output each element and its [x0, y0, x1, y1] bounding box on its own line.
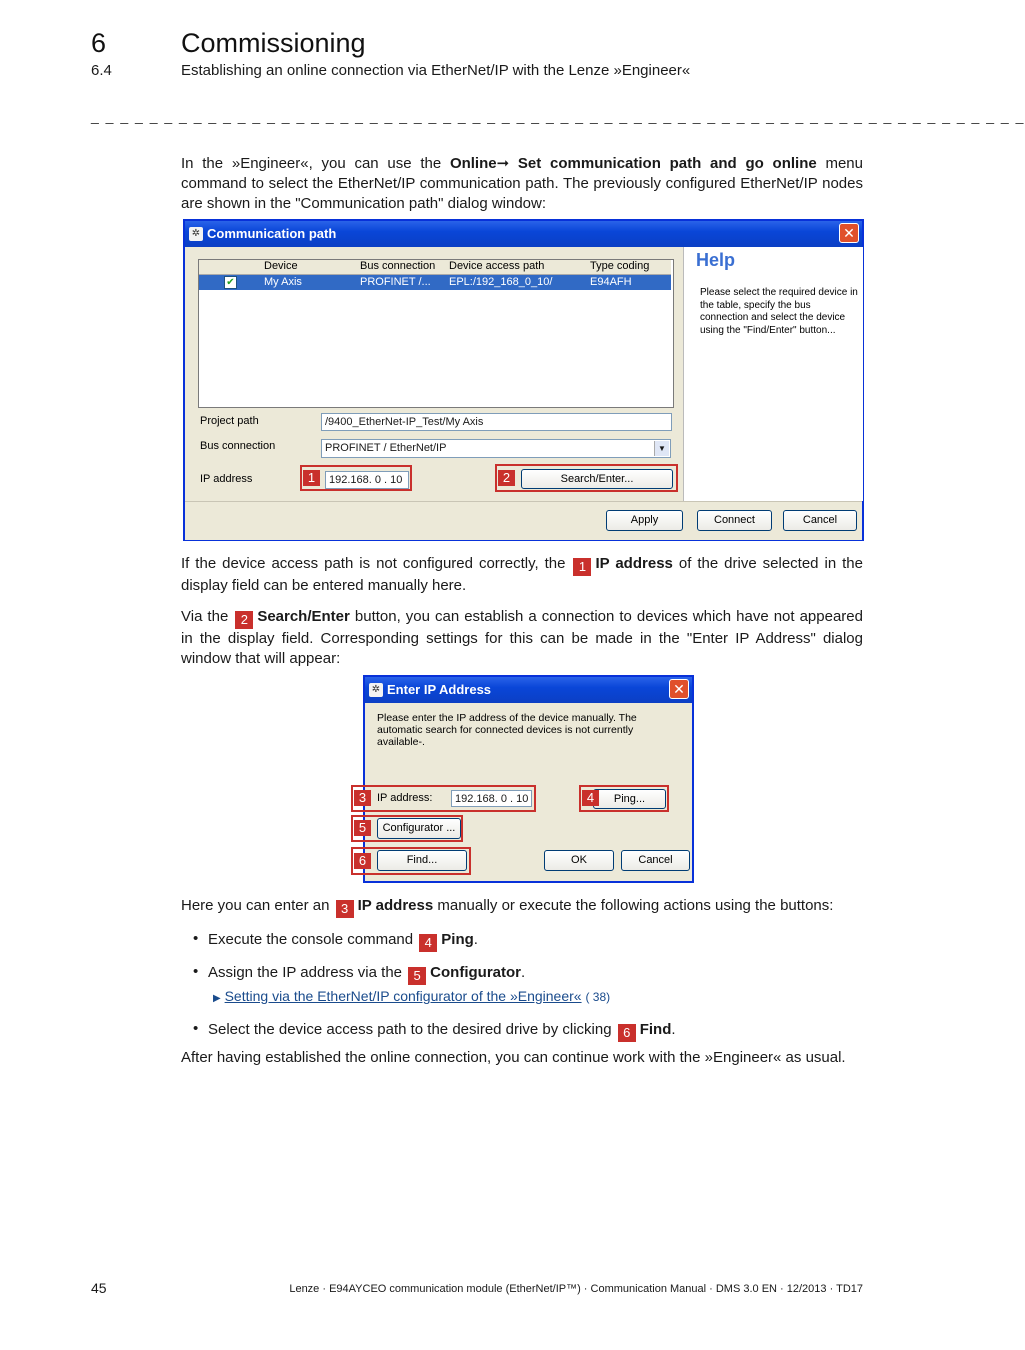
para4-bold: IP address	[357, 897, 434, 914]
callout-badge-5: 5	[408, 967, 426, 985]
callout-tag-6: 6	[354, 853, 371, 869]
para4-text: Here you can enter an	[181, 897, 334, 914]
ip-dialog-ip-label: IP address:	[377, 792, 433, 804]
bullet-configurator	[208, 963, 525, 985]
row-bus: PROFINET /...	[360, 276, 431, 288]
ip-dialog-message: Please enter the IP address of the device manually. The automatic search for connected devices is not currently available-.	[377, 712, 637, 748]
checkbox-checked-icon[interactable]: ✔	[224, 276, 237, 289]
col-device[interactable]: Device	[264, 260, 298, 272]
callout-tag-4: 4	[582, 790, 599, 806]
callout-tag-2: 2	[498, 470, 515, 486]
arrow-right-icon: ▶	[213, 993, 221, 1004]
page-number: 45	[91, 1280, 107, 1296]
help-title: Help	[696, 250, 736, 270]
callout-box-2	[495, 464, 678, 492]
ok-button[interactable]: OK	[544, 850, 614, 871]
actions-paragraph	[181, 896, 863, 918]
table-header	[199, 260, 671, 275]
configurator-link-line	[213, 988, 610, 1004]
dialog-footer	[185, 501, 862, 540]
chevron-down-icon[interactable]: ▼	[654, 441, 669, 456]
bullet-dot: •	[193, 963, 199, 980]
callout-badge-4: 4	[419, 934, 437, 952]
ip-address-field[interactable]: 192.168. 0 . 10	[325, 471, 409, 489]
row-access-path: EPL:/192_168_0_10/	[449, 276, 553, 288]
callout-badge-6: 6	[618, 1024, 636, 1042]
app-icon: ✲	[189, 227, 203, 241]
project-path-field[interactable]: /9400_EtherNet-IP_Test/My Axis	[321, 413, 672, 431]
dialog-titlebar	[185, 221, 862, 247]
intro-paragraph	[181, 154, 863, 214]
bullet-find	[208, 1020, 676, 1042]
communication-path-dialog	[183, 219, 864, 541]
para4-text-end: manually or execute the following actions using the buttons:	[433, 897, 834, 914]
ip-dialog-title: Enter IP Address	[387, 682, 492, 697]
project-path-label: Project path	[200, 415, 259, 427]
search-enter-button[interactable]: Search/Enter...	[521, 469, 673, 489]
bus-connection-label: Bus connection	[200, 440, 276, 452]
header-separator: _ _ _ _ _ _ _ _ _ _ _ _ _ _ _ _ _ _ _ _ _ _ _ _ _ _ _ _ _ _ _ _ _ _ _ _ _ _ _ _ _ _ _ _ _ _ _ _ _ _ _ _ _ _ _ _ _ _ _ _ _ _ _ _	[91, 108, 1025, 124]
bullet-text: Select the device access path to the desired drive by clicking	[208, 1021, 616, 1038]
ip-dialog-cancel-button[interactable]: Cancel	[621, 850, 690, 871]
callout-tag-3: 3	[354, 790, 371, 806]
bullet-dot: •	[193, 1020, 199, 1037]
table-row[interactable]	[199, 275, 671, 290]
find-button[interactable]: Find...	[377, 850, 467, 871]
callout-tag-5: 5	[354, 820, 371, 836]
callout-badge-3: 3	[336, 900, 354, 918]
bullet-end: .	[671, 1021, 676, 1038]
callout-tag-1: 1	[303, 470, 320, 486]
ip-dialog-ip-field[interactable]: 192.168. 0 . 10	[451, 790, 532, 807]
col-type-coding[interactable]: Type coding	[590, 260, 650, 272]
dialog-title: Communication path	[207, 226, 337, 241]
close-icon[interactable]: ✕	[669, 679, 689, 699]
help-text: Please select the required device in the table, specify the bus connection and select the device using the "Find/Enter" button...	[700, 287, 858, 336]
configurator-button[interactable]: Configurator ...	[377, 818, 461, 839]
col-bus-connection[interactable]: Bus connection	[360, 260, 436, 272]
search-enter-paragraph	[181, 607, 863, 669]
bullet-dot: •	[193, 930, 199, 947]
chapter-title: Commissioning	[181, 28, 366, 58]
cancel-button[interactable]: Cancel	[783, 510, 857, 531]
bullet-bold: Ping	[441, 931, 474, 948]
device-table[interactable]	[198, 259, 674, 408]
section-number: 6.4	[91, 62, 112, 79]
para2-bold: IP address	[595, 555, 673, 572]
bus-connection-value: PROFINET / EtherNet/IP	[325, 442, 447, 454]
para2-text: If the device access path is not configured correctly, the	[181, 555, 572, 572]
chapter-number: 6	[91, 28, 107, 58]
callout-badge-2: 2	[235, 611, 253, 629]
footer-doc-info: Lenze · E94AYCEO communication module (EtherNet/IP™) · Communication Manual · DMS 3.0 EN · 12/2013 · TD17	[289, 1283, 863, 1295]
callout-badge-1: 1	[573, 558, 591, 576]
bus-connection-select[interactable]	[321, 439, 671, 458]
para3-text-end: button, you can establish a connection to devices which have not appeared in the display field. Corresponding settings for this can be made in the "Enter IP Address" dialog window that will appear:	[181, 608, 863, 667]
bullet-bold: Find	[639, 1021, 672, 1038]
intro-text: In the »Engineer«, you can use the	[181, 155, 450, 172]
ping-button[interactable]: Ping...	[593, 789, 666, 809]
apply-button[interactable]: Apply	[606, 510, 683, 531]
para3-bold: Search/Enter	[257, 608, 350, 625]
app-icon: ✲	[369, 683, 383, 697]
close-icon[interactable]: ✕	[839, 223, 859, 243]
callout-box-3	[351, 785, 536, 812]
help-panel	[683, 247, 863, 501]
para3-text: Via the	[181, 608, 234, 625]
intro-text-end: menu command to select the EtherNet/IP communication path. The previously configured EtherNet/IP nodes are shown in the "Communication path" dialog window:	[181, 155, 863, 212]
bullet-end: .	[473, 931, 478, 948]
menu-command: Online➞ Set communication path and go online	[449, 155, 817, 172]
bullet-text: Assign the IP address via the	[208, 964, 407, 981]
bullet-end: .	[521, 964, 526, 981]
page-reference[interactable]: ( 38)	[585, 990, 611, 1004]
bullet-text: Execute the console command	[208, 931, 418, 948]
col-device-access-path[interactable]: Device access path	[449, 260, 545, 272]
para2-text-end: of the drive selected in the display field can be entered manually here.	[181, 555, 863, 594]
bullet-ping	[208, 930, 478, 952]
ip-dialog-titlebar	[365, 677, 692, 703]
section-title: Establishing an online connection via EtherNet/IP with the Lenze »Engineer«	[181, 62, 691, 79]
configurator-link[interactable]: Setting via the EtherNet/IP configurator of the »Engineer«	[224, 988, 582, 1004]
ip-address-paragraph	[181, 554, 863, 596]
bullet-bold: Configurator	[430, 964, 521, 981]
ip-address-label: IP address	[200, 473, 253, 485]
closing-paragraph: After having established the online connection, you can continue work with the »Engineer« as usual.	[181, 1049, 846, 1066]
row-type-coding: E94AFH	[590, 276, 632, 288]
row-device: My Axis	[264, 276, 302, 288]
connect-button[interactable]: Connect	[697, 510, 772, 531]
